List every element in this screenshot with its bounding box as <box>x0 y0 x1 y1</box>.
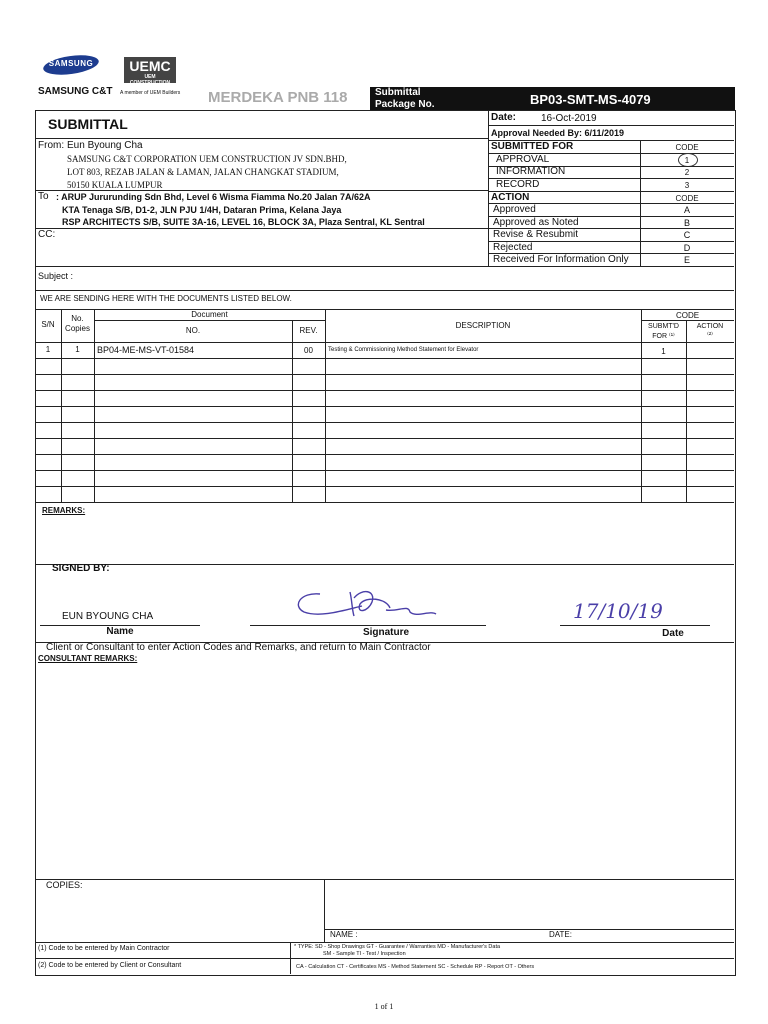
row-description: Testing & Commissioning Method Statement for Elevator <box>328 347 479 353</box>
action-rejected-code: D <box>683 243 691 253</box>
date-signed-label: Date <box>662 628 684 639</box>
from-name: Eun Byoung Cha <box>67 140 143 151</box>
uem-tagline: A member of UEM Builders <box>120 90 181 96</box>
table-row-divider <box>35 358 734 359</box>
copies-date-label: DATE: <box>549 930 572 939</box>
project-name: MERDEKA PNB 118 <box>208 89 348 106</box>
table-row-divider <box>35 486 734 487</box>
submitted-for-information-code: 2 <box>684 168 690 177</box>
row-copies: 1 <box>75 345 80 354</box>
action-revise-resubmit: Revise & Resubmit <box>493 229 579 240</box>
type-line-3: CA - Calculation CT - Certificates MS - Method Statement SC - Schedule RP - Report OT - Others <box>296 964 535 970</box>
col-copies-1: No. <box>71 314 84 323</box>
row-sn: 1 <box>45 345 51 354</box>
to-line-1: : ARUP Jururunding Sdn Bhd, Level 6 Wisma Fiamma No.20 Jalan 7A/62A <box>56 192 371 202</box>
form-title: SUBMITTAL <box>48 116 128 132</box>
date-label: Date: <box>491 112 517 123</box>
row-submitted-for: 1 <box>661 347 666 356</box>
type-line-1: * TYPE: SD - Shop Drawings GT - Guarantee / Warranties MD - Manufacturer's Data <box>294 944 501 950</box>
col-document: Document <box>191 310 228 319</box>
type-line-2: SM - Sample TI - Test / Inspection <box>323 951 406 957</box>
to-line-3: RSP ARCHITECTS S/B, SUITE 3A-16, LEVEL 16, BLOCK 3A, Plaza Sentral, KL Sentral <box>62 217 425 227</box>
action-received-info-code: E <box>683 255 690 265</box>
table-row-divider <box>35 438 734 439</box>
from-label: From: <box>38 140 65 151</box>
consultant-remarks-label: CONSULTANT REMARKS: <box>38 654 138 663</box>
approval-needed: Approval Needed By: 6/11/2019 <box>491 128 625 138</box>
table-row-divider <box>35 374 734 375</box>
cc-label: CC: <box>38 229 56 240</box>
table-row-divider <box>35 406 734 407</box>
submitted-for-code-header: CODE <box>675 143 699 152</box>
col-description: DESCRIPTION <box>455 321 511 330</box>
footnote-2: (2) Code to be entered by Client or Consultant <box>38 962 182 969</box>
submitted-for-approval-code: 1 <box>684 156 690 165</box>
package-label-2: Package No. <box>375 99 435 110</box>
consultant-instruction: Client or Consultant to enter Action Codes and Remarks, and return to Main Contractor <box>46 642 431 653</box>
table-row-divider <box>35 390 734 391</box>
action-code-header: CODE <box>675 194 699 203</box>
action-revise-resubmit-code: C <box>683 230 691 240</box>
action-rejected: Rejected <box>493 242 533 253</box>
samsung-logo <box>42 54 100 76</box>
signature-mark <box>290 584 460 624</box>
submitted-for-header: SUBMITTED FOR <box>491 141 574 152</box>
handwritten-date: 17/10/19 <box>573 599 663 623</box>
to-label: To <box>38 191 49 202</box>
subject-label: Subject : <box>38 271 74 281</box>
col-sn: S/N <box>41 320 55 329</box>
action-approved-as-noted-code: B <box>683 218 690 228</box>
col-action-2: ⁽²⁾ <box>707 332 713 339</box>
submitted-for-approval: APPROVAL <box>496 154 550 165</box>
page-number: 1 of 1 <box>374 1002 394 1011</box>
circled-code-mark <box>678 153 698 167</box>
action-header: ACTION <box>491 192 530 203</box>
name-label: Name <box>106 626 134 637</box>
copies-name-label: NAME : <box>330 930 358 939</box>
action-approved: Approved <box>493 204 536 215</box>
submitted-for-record-code: 3 <box>684 181 690 190</box>
to-line-2: KTA Tenaga S/B, D1-2, JLN PJU 1/4H, Dataran Prima, Kelana Jaya <box>62 205 342 215</box>
action-approved-as-noted: Approved as Noted <box>493 217 579 228</box>
from-address-line-3: 50150 KUALA LUMPUR <box>67 180 163 190</box>
uemc-logo-text: UEMC <box>129 58 171 74</box>
action-received-info: Received For Information Only <box>493 254 629 265</box>
date-value: 16-Oct-2019 <box>541 113 597 124</box>
copies-label: COPIES: <box>46 880 83 890</box>
col-action-1: ACTION <box>696 323 724 330</box>
table-row-divider <box>35 454 734 455</box>
from-address-line-2: LOT 803, REZAB JALAN & LAMAN, JALAN CHANGKAT STADIUM, <box>67 167 339 177</box>
action-approved-code: A <box>683 205 690 215</box>
col-no: NO. <box>185 326 201 335</box>
company-name: SAMSUNG C&T <box>38 86 113 97</box>
col-submtd-1: SUBMT'D <box>648 323 679 330</box>
table-row-divider <box>35 422 734 423</box>
submitted-for-information: INFORMATION <box>496 166 566 177</box>
col-code: CODE <box>675 311 700 320</box>
col-submtd-2: FOR ⁽¹⁾ <box>652 333 675 340</box>
signed-by-label: SIGNED BY: <box>52 563 110 574</box>
samsung-logo-text: SAMSUNG <box>48 59 94 68</box>
uemc-logo-subtext: UEM CONSTRUCTION <box>129 74 171 86</box>
row-rev: 00 <box>304 346 313 355</box>
remarks-label: REMARKS: <box>42 506 86 515</box>
form-frame <box>35 110 736 976</box>
footnote-1: (1) Code to be entered by Main Contractor <box>38 945 170 952</box>
signature-label: Signature <box>362 627 410 638</box>
col-copies-2: Copies <box>65 324 90 333</box>
from-address-line-1: SAMSUNG C&T CORPORATION UEM CONSTRUCTION JV SDN.BHD, <box>67 154 347 164</box>
uemc-logo <box>124 57 176 86</box>
package-number: BP03-SMT-MS-4079 <box>530 92 651 107</box>
signer-name: EUN BYOUNG CHA <box>62 611 154 622</box>
submitted-for-record: RECORD <box>496 179 540 190</box>
row-doc-no: BP04-ME-MS-VT-01584 <box>97 345 195 355</box>
sending-text: WE ARE SENDING HERE WITH THE DOCUMENTS LISTED BELOW. <box>40 294 292 303</box>
table-row-divider <box>35 470 734 471</box>
col-rev: REV. <box>299 326 318 335</box>
package-label-1: Submittal <box>375 87 421 98</box>
